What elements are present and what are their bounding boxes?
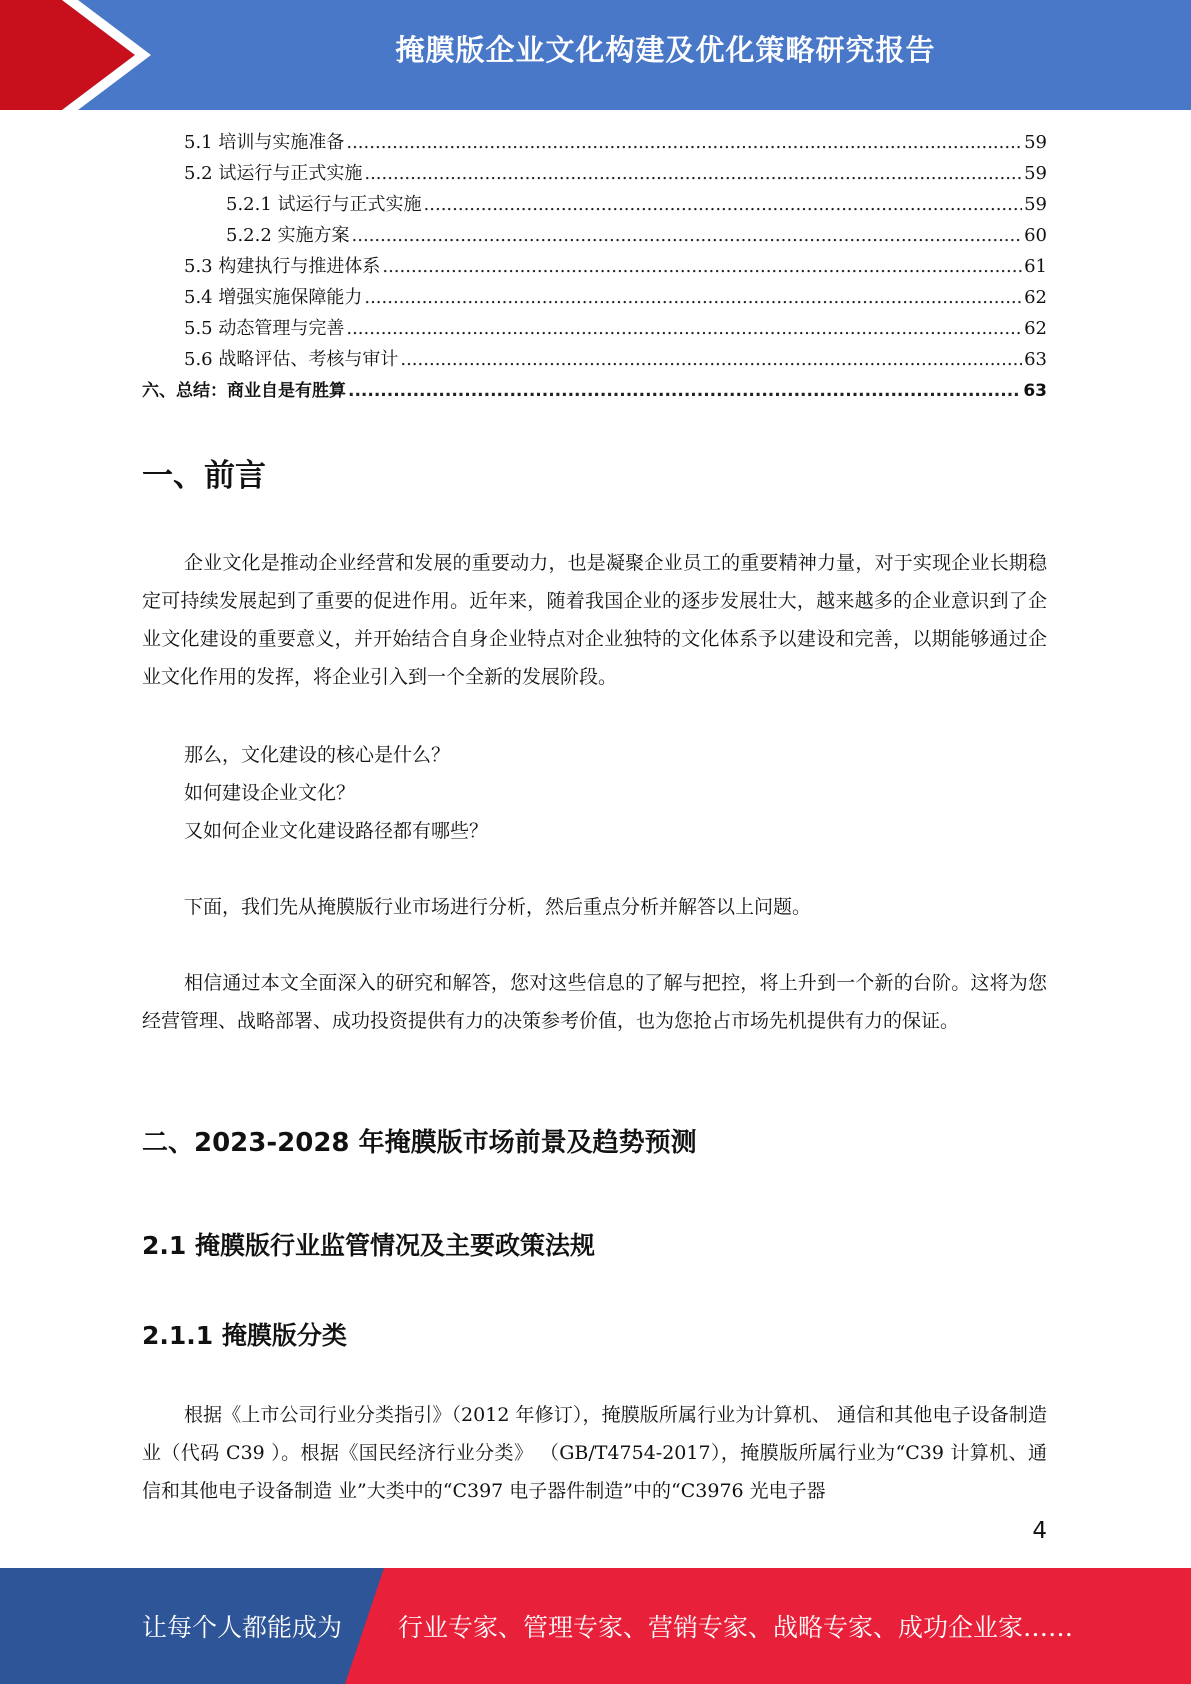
toc-entry-title: 5.4 增强实施保障能力 <box>184 287 363 308</box>
toc-entry-title: 5.2 试运行与正式实施 <box>184 163 363 184</box>
toc-entry-page: 63 <box>1024 349 1047 370</box>
toc-entry-page: 62 <box>1024 287 1047 308</box>
toc-leader-dots <box>382 256 1022 277</box>
footer-slogan-right: 行业专家、管理专家、营销专家、战略专家、成功企业家…… <box>398 1613 1074 1642</box>
toc-entry-title: 5.5 动态管理与完善 <box>184 318 345 339</box>
toc-entry[interactable] <box>142 314 1047 345</box>
toc-entry-page: 60 <box>1024 225 1047 246</box>
toc-entry-page: 63 <box>1023 381 1047 401</box>
toc-entry-title: 六、总结：商业自是有胜算 <box>142 381 346 401</box>
question-line: 如何建设企业文化？ <box>184 782 356 804</box>
page-footer <box>0 1568 1191 1684</box>
footer-slogan-left: 让每个人都能成为 <box>142 1613 343 1642</box>
page-header <box>0 0 1191 110</box>
section-heading-market-outlook: 二、2023-2028 年掩膜版市场前景及趋势预测 <box>142 1128 697 1158</box>
table-of-contents <box>142 128 1047 407</box>
toc-entry[interactable] <box>142 128 1047 159</box>
section-heading-preface: 一、前言 <box>142 458 266 494</box>
question-line: 又如何企业文化建设路径都有哪些？ <box>184 820 489 842</box>
toc-leader-dots <box>346 132 1022 153</box>
preface-paragraph-1: 企业文化是推动企业经营和发展的重要动力，也是凝聚企业员工的重要精神力量，对于实现企业长期稳定可持续发展起到了重要的促进作用。近年来，随着我国企业的逐步发展壮大，越来越多的企业意识到了企业文化建设的重要意义，并开始结合自身企业特点对企业独特的文化体系予以建设和完善，以期能够通过企业文化作用的发挥，将企业引入到一个全新的发展阶段。 <box>142 552 1047 688</box>
toc-entry-page: 59 <box>1024 194 1047 215</box>
question-line: 那么，文化建设的核心是什么？ <box>184 744 451 766</box>
toc-entry-page: 61 <box>1024 256 1047 277</box>
toc-entry-page: 59 <box>1024 163 1047 184</box>
preface-paragraph-3: 相信通过本文全面深入的研究和解答，您对这些信息的了解与把控，将上升到一个新的台阶。这将为您经营管理、战略部署、成功投资提供有力的决策参考价值，也为您抢占市场先机提供有力的保证。 <box>142 972 1047 1032</box>
toc-entry[interactable] <box>142 252 1047 283</box>
header-title: 掩膜版企业文化构建及优化策略研究报告 <box>395 33 936 67</box>
toc-entry-page: 62 <box>1024 318 1047 339</box>
toc-entry-title: 5.2.1 试运行与正式实施 <box>226 194 422 215</box>
preface-paragraph-2: 下面，我们先从掩膜版行业市场进行分析，然后重点分析并解答以上问题。 <box>184 896 812 918</box>
toc-leader-dots <box>346 318 1022 339</box>
toc-entry-page: 59 <box>1024 132 1047 153</box>
subsection-heading-regulation: 2.1 掩膜版行业监管情况及主要政策法规 <box>142 1231 595 1260</box>
toc-entry-title: 5.3 构建执行与推进体系 <box>184 256 381 277</box>
toc-entry[interactable] <box>142 283 1047 314</box>
subsection-heading-classification: 2.1.1 掩膜版分类 <box>142 1321 347 1350</box>
toc-leader-dots <box>364 287 1022 308</box>
toc-leader-dots <box>352 225 1023 246</box>
toc-entry[interactable] <box>142 159 1047 190</box>
toc-entry-title: 5.1 培训与实施准备 <box>184 132 345 153</box>
toc-entry-title: 5.6 战略评估、考核与审计 <box>184 349 399 370</box>
toc-leader-dots <box>424 194 1023 215</box>
toc-leader-dots <box>364 163 1022 184</box>
classification-paragraph: 根据《上市公司行业分类指引》（2012 年修订），掩膜版所属行业为计算机、 通信和其他电子设备制造业（代码 C39 ）。根据《国民经济行业分类》 （GB/T4754-2017），掩膜版所属行业为“C39 计算机、通信和其他电子设备制造 业”大类中的“C397 电子器件制造”中的“C3976 光电子器 <box>142 1404 1047 1502</box>
toc-leader-dots <box>348 381 1021 401</box>
toc-leader-dots <box>400 349 1022 370</box>
toc-entry-title: 5.2.2 实施方案 <box>226 225 350 246</box>
toc-entry[interactable] <box>142 190 1047 221</box>
toc-entry[interactable] <box>142 221 1047 252</box>
toc-entry[interactable] <box>142 345 1047 376</box>
toc-entry[interactable] <box>142 376 1047 407</box>
page-number: 4 <box>1032 1518 1047 1544</box>
